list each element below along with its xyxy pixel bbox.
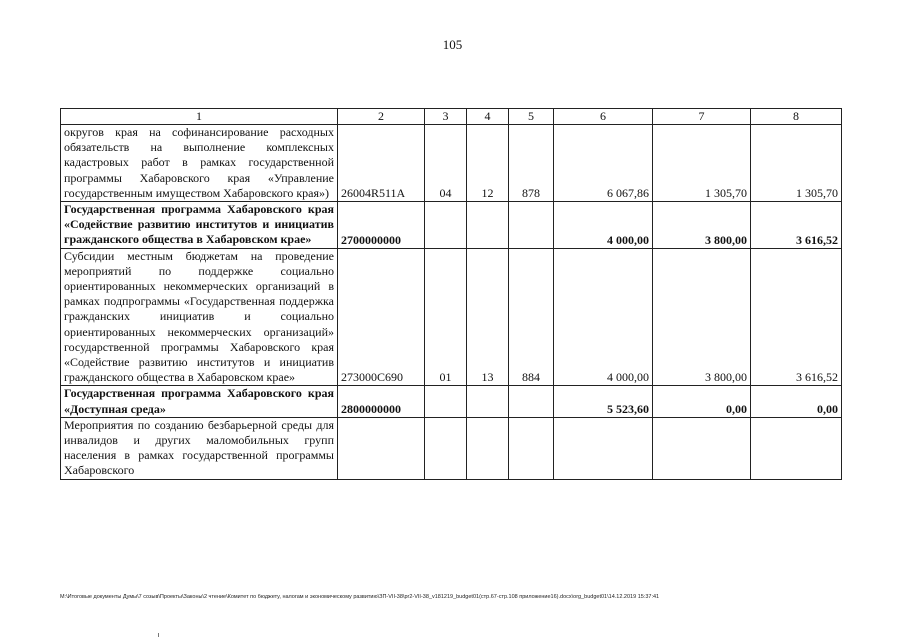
page-number: 105: [442, 37, 463, 52]
table-row: [61, 417, 842, 479]
column-header-2: 2: [338, 109, 425, 125]
row-subsection: [467, 386, 509, 417]
row-amount-col8: 3 616,52: [751, 248, 842, 386]
column-header-7: 7: [653, 109, 751, 125]
column-header-8: 8: [751, 109, 842, 125]
table-row: [61, 248, 842, 386]
row-amount-col6: 6 067,86: [554, 125, 653, 202]
row-amount-col6: 4 000,00: [554, 248, 653, 386]
row-section: 01: [425, 248, 467, 386]
column-header-6: 6: [554, 109, 653, 125]
column-number-row: [61, 109, 842, 125]
row-section: 04: [425, 125, 467, 202]
row-expense-type: 878: [509, 125, 554, 202]
column-header-1: 1: [61, 109, 338, 125]
row-amount-col6: [554, 417, 653, 479]
budget-table: [60, 108, 842, 480]
row-subsection: [467, 202, 509, 249]
row-expense-type: [509, 386, 554, 417]
row-amount-col7: [653, 417, 751, 479]
scan-mark: [158, 633, 159, 637]
row-amount-col6: 4 000,00: [554, 202, 653, 249]
row-target-code: 26004R511A: [338, 125, 425, 202]
row-amount-col8: [751, 417, 842, 479]
column-header-4: 4: [467, 109, 509, 125]
row-description: Государственная программа Хабаровского края «Доступная среда»: [61, 386, 338, 417]
row-section: [425, 386, 467, 417]
row-expense-type: [509, 417, 554, 479]
table-row: [61, 202, 842, 249]
column-header-3: 3: [425, 109, 467, 125]
row-subsection: [467, 417, 509, 479]
table-row: [61, 386, 842, 417]
row-amount-col8: 0,00: [751, 386, 842, 417]
row-expense-type: 884: [509, 248, 554, 386]
file-path-footer: М:\Итоговые документы Думы\7 созыв\Проекты\Законы\2 чтение\Комитет по бюджету, налогам и экономическому развитию\ЗП-VII-38\pr2-VII-38_v181219_budget01(стр.67-стр.108 приложение16).docx\org_budget01\14.12.2019 15:37:41: [60, 594, 660, 600]
row-subsection: 12: [467, 125, 509, 202]
row-amount-col7: 3 800,00: [653, 202, 751, 249]
row-section: [425, 417, 467, 479]
row-target-code: [338, 417, 425, 479]
column-header-5: 5: [509, 109, 554, 125]
row-target-code: 2700000000: [338, 202, 425, 249]
row-description: Мероприятия по созданию безбарьерной среды для инвалидов и других маломобильных групп населения в рамках государственной программы Хабаровского: [61, 417, 338, 479]
row-amount-col7: 1 305,70: [653, 125, 751, 202]
row-amount-col8: 1 305,70: [751, 125, 842, 202]
row-expense-type: [509, 202, 554, 249]
row-target-code: 273000С690: [338, 248, 425, 386]
row-amount-col7: 3 800,00: [653, 248, 751, 386]
table-row: [61, 125, 842, 202]
row-subsection: 13: [467, 248, 509, 386]
row-amount-col6: 5 523,60: [554, 386, 653, 417]
row-description: округов края на софинансирование расходных обязательств на выполнение комплексных кадастровых работ в рамках государственной программы Хабаровского края «Управление государственным имуществом Хабаровского края»): [61, 125, 338, 202]
row-description: Субсидии местным бюджетам на проведение мероприятий по поддержке социально ориентированных некоммерческих организаций в рамках подпрограммы «Государственная поддержка гражданских инициатив и социально ориентированных некоммерческих организаций» государственной программы Хабаровского края «Содействие развитию институтов и инициатив гражданского общества в Хабаровском крае»: [61, 248, 338, 386]
row-target-code: 2800000000: [338, 386, 425, 417]
row-section: [425, 202, 467, 249]
row-amount-col8: 3 616,52: [751, 202, 842, 249]
row-amount-col7: 0,00: [653, 386, 751, 417]
row-description: Государственная программа Хабаровского края «Содействие развитию институтов и инициатив гражданского общества в Хабаровском крае»: [61, 202, 338, 249]
